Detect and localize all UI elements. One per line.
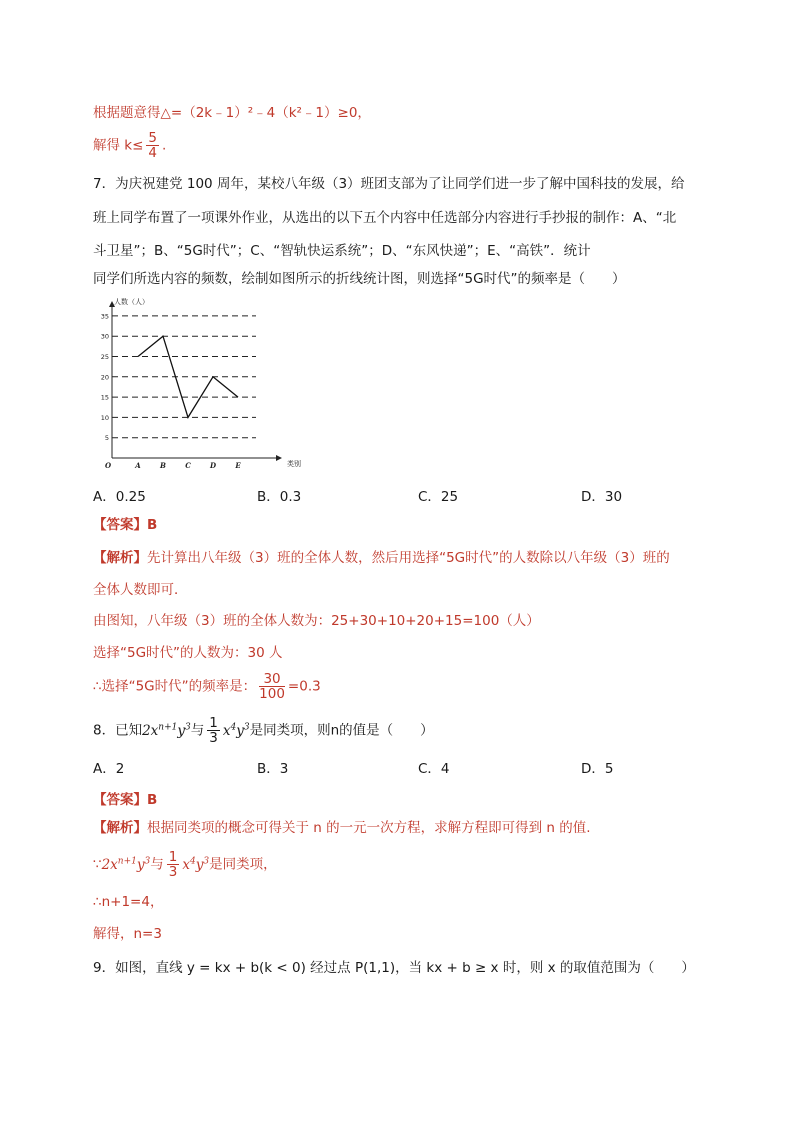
q8-analysis-term2 — [182, 857, 209, 873]
term1-y-exponent: 3 — [185, 722, 191, 732]
q8-option-a: A．2 — [93, 761, 125, 777]
term1-y-exponent: 3 — [144, 856, 151, 866]
q7-option-b: B．0.3 — [257, 489, 302, 505]
analysis-tag: 【解析】 — [93, 820, 147, 836]
term2-y: y — [236, 722, 244, 739]
analysis-l5-prefix: ∴选择“5G时代”的频率是： — [93, 678, 257, 695]
fraction-numerator: 1 — [168, 849, 178, 865]
fraction-numerator: 30 — [259, 672, 285, 687]
x-axis-label: 类别 — [287, 460, 301, 468]
q8-option-d: D．5 — [581, 761, 614, 777]
x-axis-arrow — [276, 455, 282, 461]
q7-analysis-line-3: 由图知，八年级（3）班的全体人数为：25+30+10+20+15=100（人） — [93, 613, 540, 629]
q8-analysis-line-4: 解得，n=3 — [93, 926, 162, 942]
fraction-numerator: 5 — [148, 130, 158, 146]
q7-analysis-line-4: 选择“5G时代”的人数为：30 人 — [93, 645, 283, 661]
solution-line-result — [93, 131, 166, 160]
fraction-denominator: 100 — [259, 686, 285, 702]
fraction-30-100 — [259, 672, 285, 701]
term1-base: 2x — [142, 722, 159, 739]
line-chart — [96, 296, 306, 476]
term2-base: x — [182, 856, 190, 873]
y-axis-label: 人数（人） — [114, 298, 149, 306]
q7-stem-line-2: 班上同学布置了一项课外作业，从选出的以下五个内容中任选部分内容进行手抄报的制作：A、“北 — [93, 210, 677, 226]
fraction-denominator: 3 — [168, 864, 178, 880]
q9-stem: 9．如图，直线 y = kx + b(k < 0) 经过点 P(1,1)，当 kx + b ≥ x 时，则 x 的取值范围为（ ） — [93, 960, 695, 976]
q7-stem-line-1: 7．为庆祝建党 100 周年，某校八年级（3）班团支部为了让同学们进一步了解中国科技的发展，给 — [93, 176, 685, 192]
fraction-denominator: 4 — [148, 145, 158, 161]
q7-option-a: A．0.25 — [93, 489, 146, 505]
q8-answer: 【答案】B — [93, 792, 158, 808]
q8-stem — [93, 716, 434, 745]
q7-stem-line-4: 同学们所选内容的频数，绘制如图所示的折线统计图，则选择“5G时代”的频率是（ ） — [93, 271, 626, 287]
term2-y-exponent: 3 — [243, 722, 250, 732]
q7-analysis-line-2: 全体人数即可． — [93, 582, 188, 598]
q8-stem-mid: 与 — [190, 722, 205, 739]
analysis-tag: 【解析】 — [93, 550, 147, 566]
y-tick-label-20: 20 — [100, 373, 109, 382]
term2-base: x — [222, 722, 231, 739]
y-tick-label-5: 5 — [104, 434, 109, 443]
q8-stem-prefix: 8．已知 — [93, 722, 143, 739]
q8-term1 — [142, 723, 191, 739]
y-tick-label-15: 15 — [100, 393, 109, 402]
x-tick-label-E: E — [235, 461, 241, 470]
term2-y-exponent: 3 — [203, 856, 210, 866]
q8-stem-suffix: 是同类项，则n的值是（ ） — [249, 722, 434, 739]
analysis-text: 根据同类项的概念可得关于 n 的一元一次方程，求解方程即可得到 n 的值. — [147, 820, 591, 836]
q7-option-d: D．30 — [581, 489, 623, 505]
q8-analysis-term1 — [102, 857, 151, 873]
q7-analysis-line-5 — [93, 672, 321, 701]
y-tick-label-25: 25 — [100, 353, 109, 361]
q7-option-c: C．25 — [418, 489, 459, 505]
because-symbol: ∵ — [93, 856, 102, 873]
term1-base: 2x — [101, 856, 118, 873]
fraction-numerator: 1 — [209, 715, 218, 731]
y-tick-label-10: 10 — [100, 413, 109, 422]
analysis-text: 先计算出八年级（3）班的全体人数，然后用选择“5G时代”的人数除以八年级（3）班的 — [147, 550, 670, 566]
term2-exponent: 4 — [230, 722, 237, 732]
q8-option-c: C．4 — [418, 761, 450, 777]
fraction-5-4 — [146, 131, 159, 160]
q8-analysis-line-2 — [93, 850, 277, 879]
x-tick-label-C: C — [185, 461, 191, 470]
fraction-denominator: 3 — [209, 730, 218, 746]
analysis-l2-suffix: 是同类项， — [209, 856, 277, 873]
term1-y: y — [136, 856, 145, 873]
q8-analysis-line-3: ∴n+1=4， — [93, 894, 164, 910]
term2-exponent: 4 — [189, 856, 196, 866]
y-tick-label-30: 30 — [100, 332, 109, 341]
q7-answer: 【答案】B — [93, 517, 158, 533]
q8-analysis-line-1 — [93, 818, 591, 838]
term2-y: y — [195, 856, 204, 873]
result-prefix: 解得 k≤ — [93, 137, 144, 154]
x-tick-label-A: A — [135, 461, 141, 470]
term1-exponent: n+1 — [117, 856, 137, 866]
fraction-1-3 — [207, 716, 220, 745]
term1-exponent: n+1 — [158, 722, 178, 732]
q7-analysis-line-1 — [93, 548, 670, 568]
analysis-l5-suffix: =0.3 — [287, 678, 321, 695]
x-tick-label-D: D — [209, 461, 217, 470]
y-tick-label-35: 35 — [100, 312, 109, 321]
x-tick-label-B: B — [160, 461, 166, 470]
q8-option-b: B．3 — [257, 761, 289, 777]
origin-label: O — [105, 461, 112, 470]
solution-line-discriminant: 根据题意得△=（2k﹣1）²﹣4（k²﹣1）≥0， — [93, 105, 371, 121]
analysis-l2-mid: 与 — [150, 856, 164, 873]
fraction-1-3 — [167, 850, 180, 879]
q7-stem-line-3: 斗卫星”；B、“5G时代”；C、“智轨快运系统”；D、“东风快递”；E、“高铁”．统计 — [93, 243, 591, 259]
result-suffix: . — [162, 137, 167, 154]
q8-term2 — [223, 723, 250, 739]
term1-y: y — [177, 722, 186, 739]
